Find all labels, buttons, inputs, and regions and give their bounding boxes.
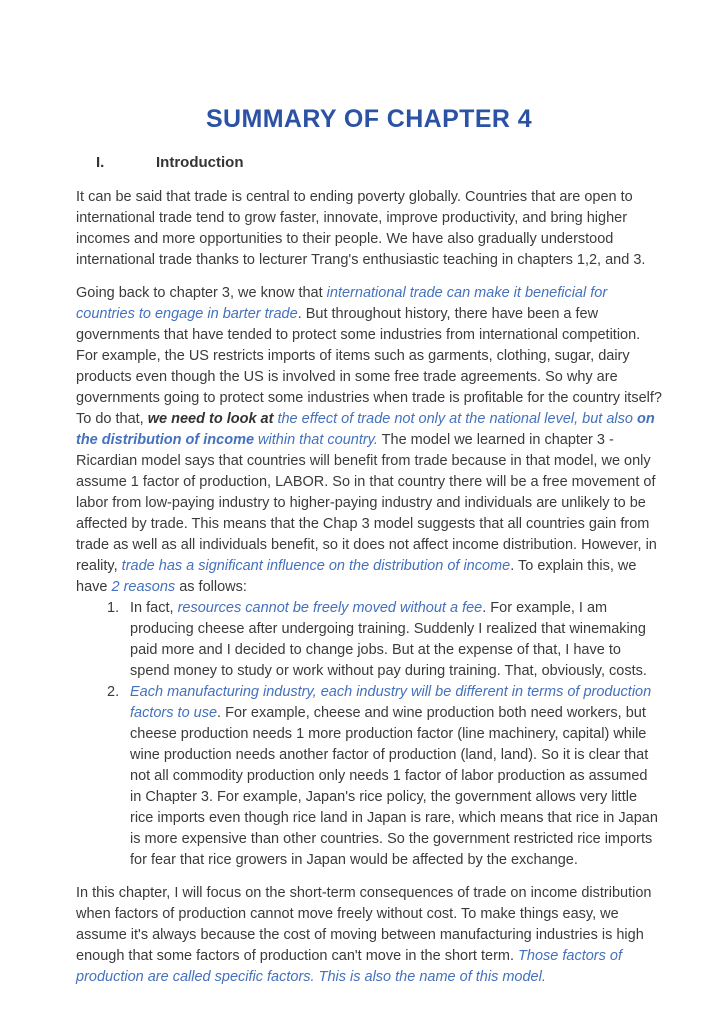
emphasis-run: trade has a significant influence on the distribution of income: [121, 558, 511, 574]
text-run: In fact,: [130, 600, 178, 616]
text-run: . For example, cheese and wine production both need workers, but cheese production needs 1 more production factor (line machinery, capital) while wine production needs another factor of production (land, land). So it is clear that not all commodity production only needs 1 factor of labor production as assumed in Chapter 3. For example, Japan's rice policy, the government allows very little rice imports even though rice land in Japan is rare, which means that rice in Japan is more expensive than other countries. So the government restricted rice imports for fear that rice growers in Japan would be affected by the exchange.: [130, 705, 658, 868]
document-body: [76, 187, 662, 988]
list-item-number: 2.: [107, 684, 120, 700]
text-run: Going back to chapter 3, we know that: [76, 285, 327, 301]
emphasis-run: Those factors of production are called specific factors: [76, 948, 622, 985]
emphasis-run: Each manufacturing industry, each industry will be different in terms of production factors to use: [130, 684, 652, 721]
emphasis-run: on the distribution of income: [76, 411, 655, 448]
emphasis-run: the effect of trade not only at the national level, but also: [277, 411, 637, 427]
paragraph: [76, 283, 662, 598]
text-run: . For example, I am producing cheese after undergoing training. Suddenly I realized that winemaking paid more and I decided to change jobs. But at the expense of that, I have to spend money to study or work without pay during training. That, obviously, costs.: [130, 600, 647, 679]
emphasis-run: . This is also the name of this model.: [310, 969, 546, 985]
section-heading: [96, 152, 662, 173]
emphasis-run: we need to look at: [147, 411, 278, 427]
text-run: as follows:: [175, 579, 247, 595]
section-number: I.: [96, 154, 105, 171]
paragraph: [76, 187, 662, 271]
text-run: . But throughout history, there have been a few governments that have tended to protect some industries from international competition. For example, the US restricts imports of items such as garments, clothing, sugar, dairy products even though the US is involved in some free trade agreements. So why are governments going to protect some industries when trade is profitable for the country itself? To do that,: [76, 306, 662, 427]
text-run: In this chapter, I will focus on the short-term consequences of trade on income distribution when factors of production cannot move freely without cost. To make things easy, we assume it's always because the cost of moving between manufacturing industries is high enough that some factors of production can't move in the short term.: [76, 885, 652, 964]
paragraph: [76, 883, 662, 988]
list-item-number: 1.: [107, 600, 120, 616]
emphasis-run: international trade can make it beneficial for countries to engage in barter trade: [76, 285, 608, 322]
list-item: [107, 598, 662, 682]
document-title: SUMMARY OF CHAPTER 4: [205, 105, 533, 133]
emphasis-run: 2 reasons: [111, 579, 176, 595]
text-run: It can be said that trade is central to ending poverty globally. Countries that are open to international trade tend to grow faster, innovate, improve productivity, and bring higher incomes and more opportunities to their people. We have also gradually understood international trade thanks to lecturer Trang's enthusiastic teaching in chapters 1,2, and 3.: [76, 189, 646, 268]
emphasis-run: within that country.: [254, 432, 378, 448]
text-run: The model we learned in chapter 3 - Ricardian model says that countries will benefit from trade because in that model, we only assume 1 factor of production, LABOR. So in that country there will be a free movement of labor from low-paying industry to higher-paying industry and individuals are unlikely to be affected by trade. This means that the Chap 3 model suggests that all countries gain from trade as well as all individuals benefit, so it does not affect income distribution. However, in reality,: [76, 432, 657, 574]
text-run: . To explain this, we have: [76, 558, 637, 595]
emphasis-run: resources cannot be freely moved without a fee: [177, 600, 483, 616]
list-item: [107, 682, 662, 871]
section-title: Introduction: [156, 154, 244, 171]
numbered-list: [76, 598, 662, 871]
